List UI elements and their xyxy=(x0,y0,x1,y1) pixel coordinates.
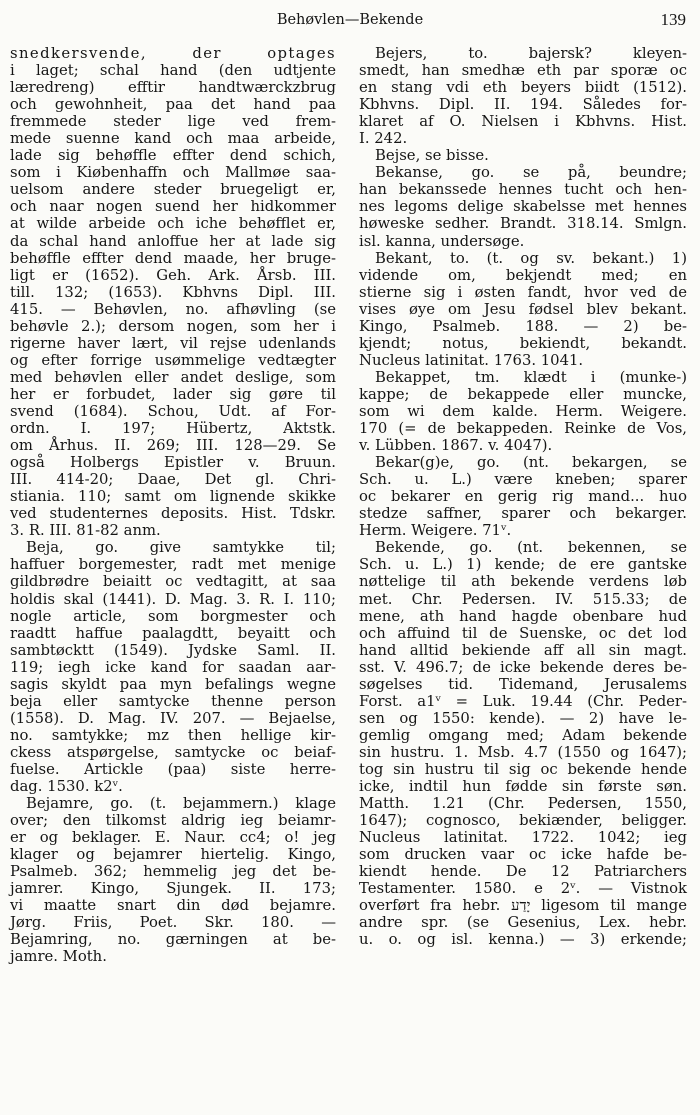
text-line: uelsom andere steder bruegeligt er, xyxy=(10,181,336,199)
text-line: Bekanse, go. se på, beundre; xyxy=(375,164,687,182)
text-line: i laget; schal hand (den udtjente xyxy=(10,62,336,80)
text-line: I. 242. xyxy=(359,130,408,148)
text-line: og efter forrige usømmelige vedtægter xyxy=(10,351,336,369)
text-line: icke, indtil hun fødde sin første søn. xyxy=(359,778,687,796)
text-line: ligt er (1652). Geh. Ark. Årsb. III. xyxy=(10,266,336,284)
running-header xyxy=(0,12,700,36)
text-line: kappe; de bekappede eller muncke, xyxy=(359,385,687,403)
text-line: mede suenne kand och maa arbeide, xyxy=(10,130,336,148)
text-line: Bejamre, go. (t. bejammern.) klage xyxy=(26,795,336,813)
text-line: svend (1684). Schou, Udt. af For- xyxy=(10,402,336,420)
text-line: læredreng) efftir handtwærckzbrug xyxy=(10,79,336,97)
text-line: sst. V. 496.7; de icke bekende deres be- xyxy=(359,658,687,676)
text-line: mene, ath hand hagde obenbare hud xyxy=(359,607,687,625)
text-line: vidende om, bekjendt med; en xyxy=(359,266,687,284)
text-line: Beja, go. give samtykke til; xyxy=(26,539,336,557)
text-line: ordn. I. 197; Hübertz, Aktstk. xyxy=(10,420,336,438)
text-line: isl. kanna, undersøge. xyxy=(359,232,525,250)
text-line: nøttelige til ath bekende verdens løb xyxy=(359,573,687,591)
text-line: fremmede steder lige ved frem- xyxy=(10,113,336,131)
text-line: och gewohnheit, paa det hand paa xyxy=(10,96,336,114)
text-line: vi maatte snart din død bejamre. xyxy=(10,897,336,915)
text-line: også Holbergs Epistler v. Bruun. xyxy=(10,454,336,472)
text-line: 170 (= de bekappeden. Reinke de Vos, xyxy=(359,420,687,438)
text-line: om Århus. II. 269; III. 128—29. Se xyxy=(10,437,336,455)
text-line: sen og 1550: kende). — 2) have le- xyxy=(359,709,687,727)
text-line: och affuind til de Suenske, oc det lod xyxy=(359,624,687,642)
text-line: u. o. og isl. kenna.) — 3) erkende; xyxy=(359,931,687,949)
text-line: ckess atspørgelse, samtycke oc beiaf- xyxy=(10,743,336,761)
text-line: (1558). D. Mag. IV. 207. — Bejaelse, xyxy=(10,709,336,727)
text-line: Jørg. Friis, Poet. Skr. 180. — xyxy=(10,914,336,932)
text-line: Bekant, to. (t. og sv. bekant.) 1) xyxy=(375,249,687,267)
text-line: Nucleus latinitat. 1722. 1042; ieg xyxy=(359,829,687,847)
text-line: fuelse. Artickle (paa) siste herre- xyxy=(10,760,336,778)
text-line: tog sin hustru til sig oc bekende hende xyxy=(359,760,687,778)
text-line: sin hustru. 1. Msb. 4.7 (1550 og 1647); xyxy=(359,743,687,761)
text-line: kjendt; notus, bekiendt, bekandt. xyxy=(359,334,687,352)
page-number: 139 xyxy=(660,10,686,29)
text-line: met. Chr. Pedersen. IV. 515.33; de xyxy=(359,590,687,608)
text-line: at wilde arbeide och iche behøfflet er, xyxy=(10,215,336,233)
text-line: oc bekarer en gerig rig mand... huo xyxy=(359,488,687,506)
text-line: Sch. u. L.) være kneben; sparer xyxy=(359,471,687,489)
text-line: sambtøcktt (1549). Jydske Saml. II. xyxy=(10,641,336,659)
left-column xyxy=(10,45,336,966)
text-line: Bekappet, tm. klædt i (munke-) xyxy=(375,368,687,386)
running-title: Behøvlen—Bekende xyxy=(276,12,424,28)
text-line: Bekende, go. (nt. bekennen, se xyxy=(375,539,687,557)
text-line: Bejers, to. bajersk? kleyen- xyxy=(375,45,687,62)
text-line: en stang vdi eth beyers biidt (1512). xyxy=(359,79,687,97)
text-line: som i Kiøbenhaffn och Mallmøe saa- xyxy=(10,164,336,182)
text-line: jamrer. Kingo, Sjungek. II. 173; xyxy=(10,880,336,898)
text-line: klaret af O. Nielsen i Kbhvns. Hist. xyxy=(359,113,687,131)
text-line: som drucken vaar oc icke hafde be- xyxy=(359,846,687,864)
text-line: behøvle 2.); dersom nogen, som her i xyxy=(10,317,336,335)
text-line: dag. 1530. k2ᵛ. xyxy=(10,778,123,796)
text-line: snedkersvende, der optages xyxy=(10,45,336,62)
text-line: nogle article, som borgmester och xyxy=(10,607,336,625)
text-line: no. samtykke; mz then hellige kir- xyxy=(10,726,336,744)
text-line: behøffle effter dend maade, her bruge- xyxy=(10,249,336,267)
text-line: som wi dem kalde. Herm. Weigere. xyxy=(359,402,687,420)
text-line: gildbrødre beiaitt oc vedtagitt, at saa xyxy=(10,573,336,591)
text-line: 119; iegh icke kand for saadan aar- xyxy=(10,658,336,676)
text-line: Sch. u. L.) 1) kende; de ere gantske xyxy=(359,556,687,574)
text-line: Psalmeb. 362; hemmelig jeg det be- xyxy=(10,863,336,881)
text-line: raadtt haffue paalagdtt, beyaitt och xyxy=(10,624,336,642)
text-line: Matth. 1.21 (Chr. Pedersen, 1550, xyxy=(359,795,687,813)
text-line: Kingo, Psalmeb. 188. — 2) be- xyxy=(359,317,687,335)
text-line: stierne sig i østen fandt, hvor ved de xyxy=(359,283,687,301)
text-line: han bekanssede hennes tucht och hen- xyxy=(359,181,687,199)
text-line: rigerne haver lært, vil rejse udenlands xyxy=(10,334,336,352)
text-line: holdis skal (1441). D. Mag. 3. R. I. 110; xyxy=(10,590,336,608)
text-line: till. 132; (1653). Kbhvns Dipl. III. xyxy=(10,283,336,301)
text-line: gemlig omgang med; Adam bekende xyxy=(359,726,687,744)
text-line: Forst. a1ᵛ = Luk. 19.44 (Chr. Peder- xyxy=(359,692,687,710)
text-line: smedt, han smedhæ eth par sporæ oc xyxy=(359,62,687,80)
text-line: stiania. 110; samt om lignende skikke xyxy=(10,488,336,506)
text-line: overført fra hebr. יָדַע ligesom til mange xyxy=(359,897,687,915)
text-line: da schal hand anloffue her at lade sig xyxy=(10,232,336,250)
text-line: kiendt hende. De 12 Patriarchers xyxy=(359,863,687,881)
text-line: haffuer borgemester, radt met menige xyxy=(10,556,336,574)
text-line: ved studenternes deposits. Hist. Tdskr. xyxy=(10,505,336,523)
text-line: Kbhvns. Dipl. II. 194. Således for- xyxy=(359,96,687,114)
text-line: klager og bejamrer hiertelig. Kingo, xyxy=(10,846,336,864)
text-line: over; den tilkomst aldrig ieg beiamr- xyxy=(10,812,336,830)
text-line: nes legoms delige skabelsse met hennes xyxy=(359,198,687,216)
text-line: sagis skyldt paa myn befalings wegne xyxy=(10,675,336,693)
text-line: jamre. Moth. xyxy=(10,948,107,966)
text-line: søgelses tid. Tidemand, Jerusalems xyxy=(359,675,687,693)
text-line: hand alltid bekiende aff all sin magt. xyxy=(359,641,687,659)
text-line: 1647); cognosco, bekiænder, beligger. xyxy=(359,812,687,830)
text-line: med behøvlen eller andet deslige, som xyxy=(10,368,336,386)
text-line: och naar nogen suend her hidkommer xyxy=(10,198,336,216)
text-line: Nucleus latinitat. 1763. 1041. xyxy=(359,351,584,369)
text-line: her er forbudet, lader sig gøre til xyxy=(10,385,336,403)
text-line: vises øye om Jesu fødsel blev bekant. xyxy=(359,300,687,318)
text-line: Bejse, se bisse. xyxy=(375,147,489,165)
text-line: Testamenter. 1580. e 2ᵛ. — Vistnok xyxy=(359,880,687,898)
text-line: 3. R. III. 81-82 anm. xyxy=(10,522,161,540)
text-line: lade sig behøffle effter dend schich, xyxy=(10,147,336,165)
text-line: 415. — Behøvlen, no. afhøvling (se xyxy=(10,300,336,318)
text-line: Herm. Weigere. 71ᵛ. xyxy=(359,522,512,540)
text-line: III. 414-20; Daae, Det gl. Chri- xyxy=(10,471,336,489)
text-line: beja eller samtycke thenne person xyxy=(10,692,336,710)
text-line: høweske sedher. Brandt. 318.14. Smlgn. xyxy=(359,215,687,233)
text-line: stedze saffner, sparer och bekarger. xyxy=(359,505,687,523)
right-column xyxy=(359,45,687,948)
text-line: er og beklager. E. Naur. cc4; o! jeg xyxy=(10,829,336,847)
text-line: v. Lübben. 1867. v. 4047). xyxy=(359,437,553,455)
text-line: Bejamring, no. gærningen at be- xyxy=(10,931,336,949)
text-line: andre spr. (se Gesenius, Lex. hebr. xyxy=(359,914,687,932)
text-line: Bekar(g)e, go. (nt. bekargen, se xyxy=(375,454,687,472)
